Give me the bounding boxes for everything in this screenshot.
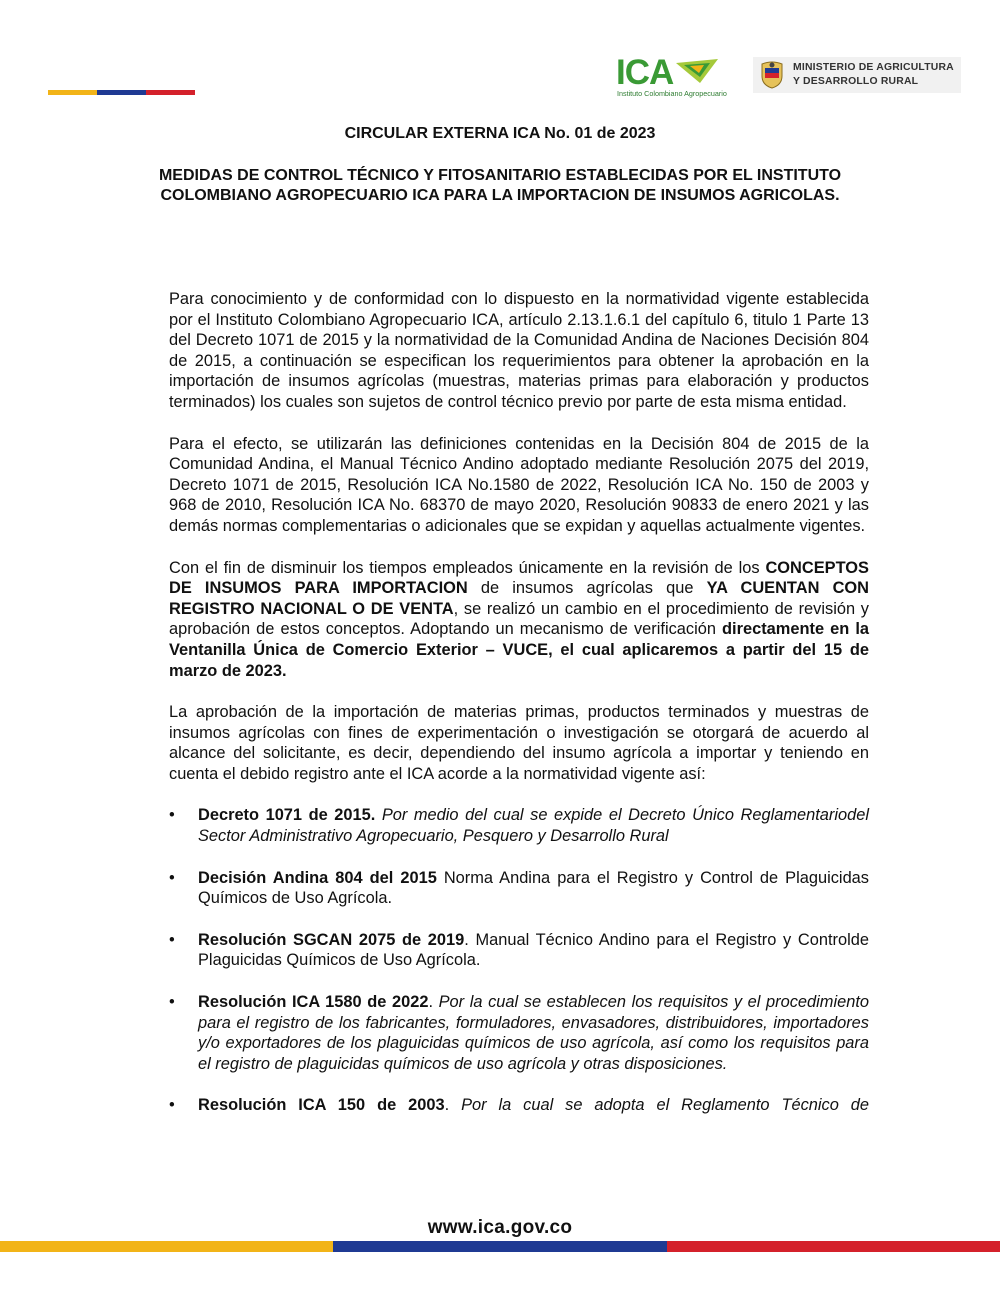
paragraph-3 bbox=[169, 558, 869, 682]
list-item bbox=[169, 992, 869, 1074]
list-item bbox=[169, 868, 869, 909]
p3-part-a: Con el fin de disminuir los tiempos empleados únicamente en la revisión de los bbox=[169, 558, 766, 577]
document-body bbox=[169, 289, 869, 1137]
p3-part-e: , se realizó un cambio en el procedimiento de revisión y aprobación de estos conceptos. Adoptando un mecanismo de verificación bbox=[169, 599, 869, 639]
list-item-title: Decisión Andina 804 del 2015 bbox=[198, 868, 437, 887]
document-subject: MEDIDAS DE CONTROL TÉCNICO Y FITOSANITARIO ESTABLECIDAS POR EL INSTITUTO COLOMBIANO AGROPECUARIO ICA PARA LA IMPORTACION DE INSUMOS AGRICOLAS. bbox=[158, 167, 842, 204]
ministry-line-1: MINISTERIO DE AGRICULTURA bbox=[793, 62, 954, 73]
list-item-title: Decreto 1071 de 2015. bbox=[198, 806, 376, 825]
ica-logo-subtitle: Instituto Colombiano Agropecuario bbox=[617, 89, 727, 98]
bottom-color-strip bbox=[0, 1241, 1000, 1252]
paragraph-1: Para conocimiento y de conformidad con lo dispuesto en la normatividad vigente establecida por el Instituto Colombiano Agropecuario ICA, artículo 2.13.1.6.1 del capítulo 6, titulo 1 Parte 13 del Decreto 1071 de 2015 y la normatividad de la Comunidad Andina de Naciones Decisión 804 de 2015, a continuación se especifican los requerimientos para obtener la aprobación en la importación de insumos agrícolas (muestras, materias primas para elaboración y productos terminados) los cuales son sujetos de control técnico previo por parte de esta misma entidad. bbox=[169, 290, 869, 411]
coat-of-arms-icon bbox=[757, 60, 787, 90]
list-item-text: . Manual Técnico Andino para el Registro y Controlde Plaguicidas Químicos de Uso Agrícola. bbox=[198, 930, 869, 970]
list-item-sep: . bbox=[428, 993, 439, 1012]
ministry-logo bbox=[753, 57, 961, 93]
list-item-text: Por medio del cual se expide el Decreto Único Reglamentariodel Sector Administrativo Agropecuario, Pesquero y Desarrollo Rural bbox=[198, 806, 869, 846]
ica-logo bbox=[616, 53, 727, 98]
ministry-line-2: Y DESARROLLO RURAL bbox=[793, 76, 919, 87]
regulation-list bbox=[169, 805, 869, 1116]
list-item-title: Resolución ICA 150 de 2003 bbox=[198, 1096, 445, 1115]
list-item-sep: . bbox=[444, 1096, 462, 1115]
list-item bbox=[169, 930, 869, 971]
list-item-title: Resolución SGCAN 2075 de 2019 bbox=[198, 930, 465, 949]
top-color-strip bbox=[48, 90, 195, 95]
p3-bold-registro: YA CUENTAN CON REGISTRO NACIONAL O DE VENTA bbox=[169, 579, 869, 618]
ica-leaf-icon bbox=[674, 57, 720, 85]
p3-bold-vuce: directamente en la Ventanilla Única de Comercio Exterior – VUCE, el cual aplicaremos a partir del 15 de marzo de 2023. bbox=[169, 620, 869, 680]
ica-logo-text: ICA bbox=[616, 53, 674, 92]
paragraph-4: La aprobación de la importación de materias primas, productos terminados y muestras de insumos agrícolas con fines de experimentación o investigación se otorgará de acuerdo al alcance del solicitante, es decir, dependiendo del insumo agrícola a importar y teniendo en cuenta el debido registro ante el ICA acorde a la normatividad vigente así: bbox=[169, 703, 869, 783]
circular-title: CIRCULAR EXTERNA ICA No. 01 de 2023 bbox=[344, 125, 656, 142]
list-item bbox=[169, 805, 869, 846]
paragraph-2: Para el efecto, se utilizarán las definiciones contenidas en la Decisión 804 de 2015 de la Comunidad Andina, el Manual Técnico Andino adoptado mediante Resolución 2075 del 2019, Decreto 1071 de 2015, Resolución ICA No.1580 de 2022, Resolución ICA No. 150 de 2003 y 968 de 2010, Resolución ICA No. 68370 de mayo 2020, Resolución 90833 de enero 2021 y las demás normas complementarias o adicionales que se expidan y aquellas actualmente vigentes. bbox=[169, 434, 869, 535]
list-item-text: Por la cual se establecen los requisitos y el procedimiento para el registro de los fabricantes, formuladores, envasadores, distribuidores, importadores y/o exportadores de los plaguicidas químicos de uso agrícola, así como los requisitos para el registro de plaguicidas químicos de uso agrícola y otras disposiciones. bbox=[198, 993, 869, 1073]
list-item-text: Norma Andina para el Registro y Control de Plaguicidas Químicos de Uso Agrícola. bbox=[198, 868, 869, 908]
p3-bold-concepts: CONCEPTOS DE INSUMOS PARA IMPORTACION bbox=[169, 558, 869, 598]
list-item-text: Por la cual se adopta el Reglamento Técnico de bbox=[461, 1096, 869, 1115]
list-item bbox=[169, 1095, 869, 1116]
p3-part-c: de insumos agrícolas que bbox=[467, 579, 707, 598]
list-item-title: Resolución ICA 1580 de 2022 bbox=[198, 993, 429, 1012]
footer-website-link[interactable]: www.ica.gov.co bbox=[427, 1217, 573, 1238]
